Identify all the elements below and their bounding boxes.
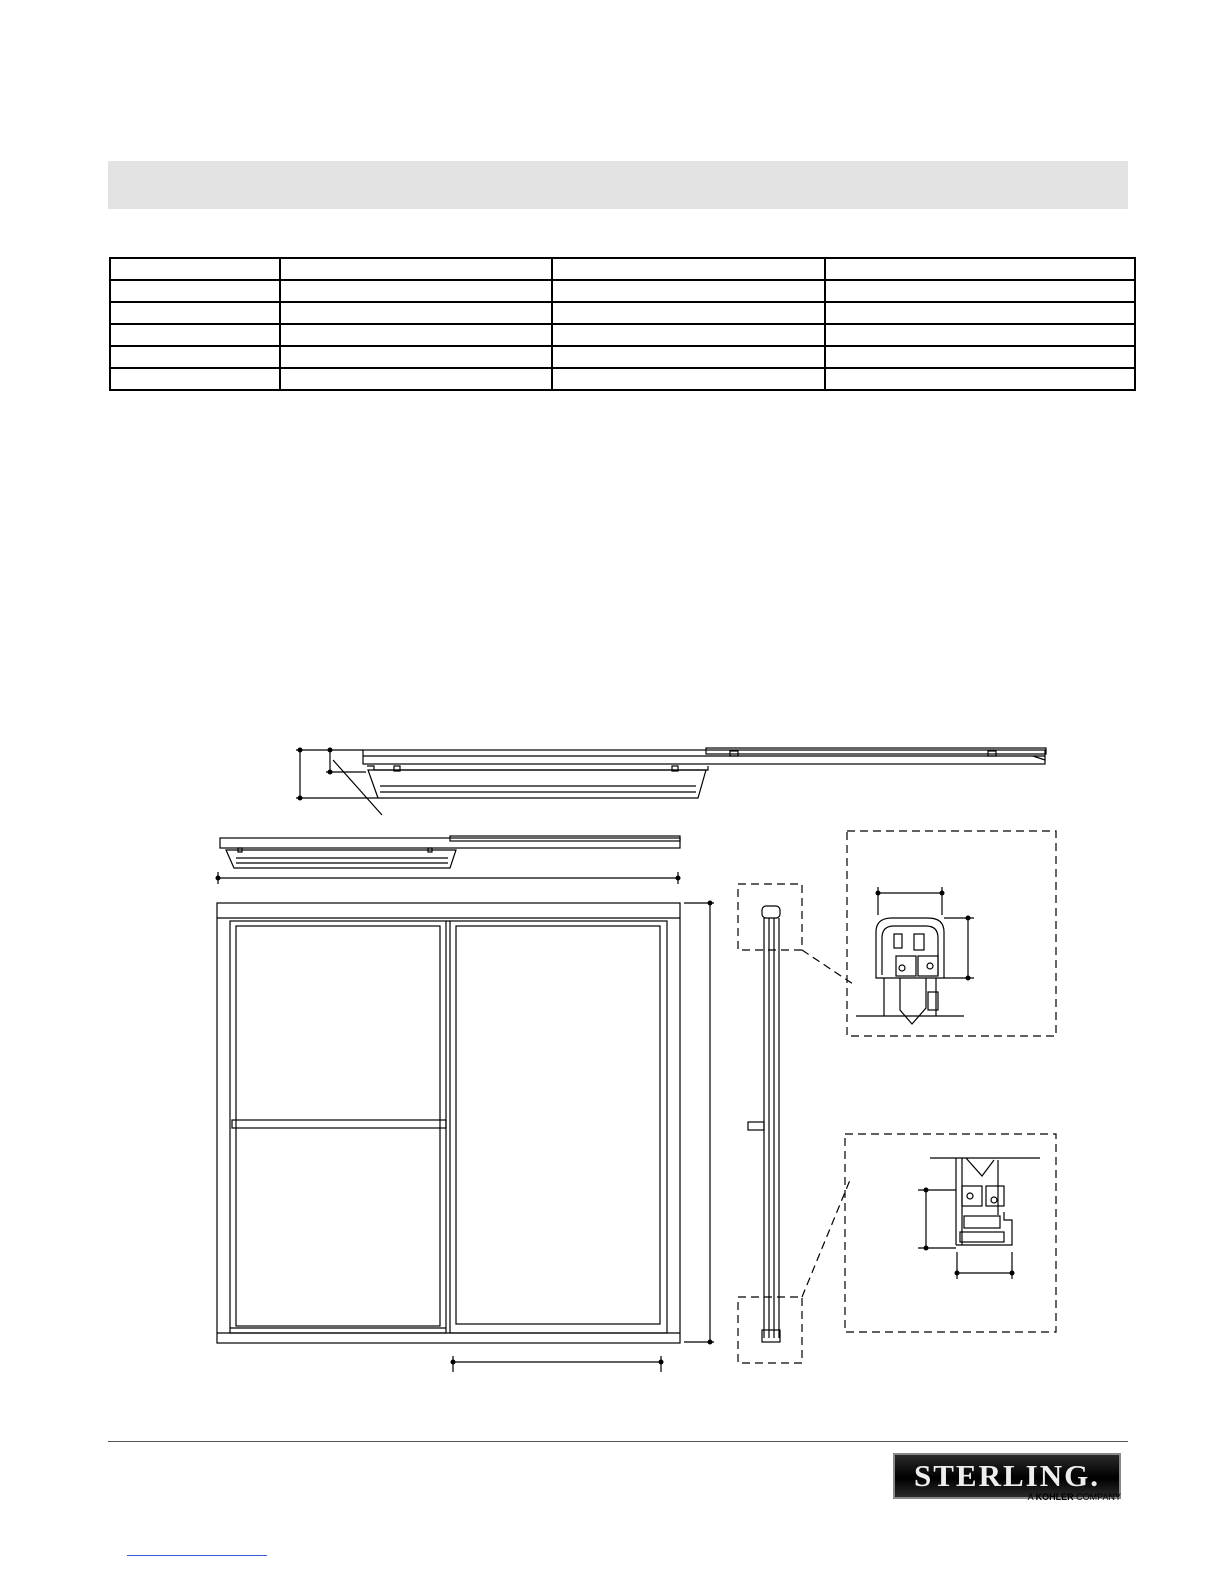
tagline-brand: KOHLER <box>1035 1492 1074 1502</box>
tagline-prefix: A <box>1027 1492 1034 1502</box>
footer-rule <box>108 1441 1128 1442</box>
door-side-section <box>748 906 780 1342</box>
brand-tagline <box>1000 1492 1121 1502</box>
top-roller-detail <box>856 887 974 1024</box>
tagline-suffix: COMPANY <box>1076 1492 1121 1502</box>
track-plan-view-large <box>296 748 1046 815</box>
detail-callouts <box>738 831 1056 1363</box>
bottom-link-underline[interactable] <box>127 1555 267 1556</box>
track-plan-view-small <box>218 836 680 884</box>
bottom-guide-detail <box>918 1158 1040 1279</box>
logo-text: STERLING. <box>914 1458 1100 1493</box>
door-front-elevation <box>217 903 714 1372</box>
